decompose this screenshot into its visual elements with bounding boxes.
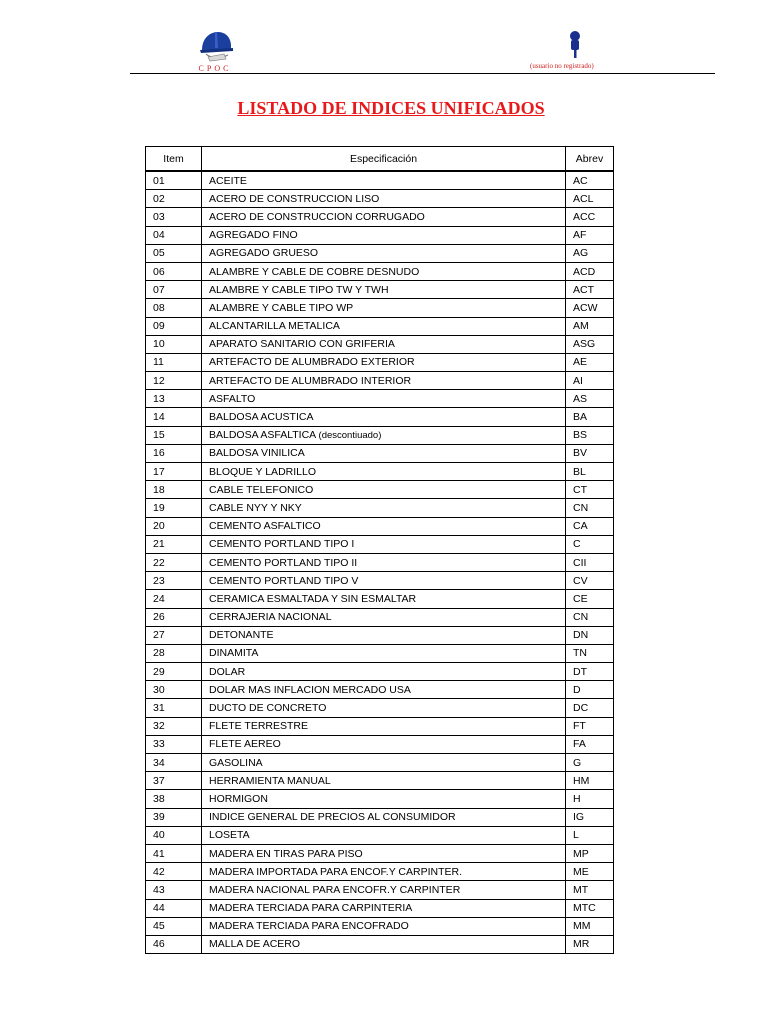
item-cell: 24	[146, 590, 202, 608]
spec-text: MADERA TERCIADA PARA CARPINTERIA	[209, 902, 413, 915]
spec-cell	[202, 881, 566, 899]
item-cell: 33	[146, 735, 202, 753]
abrev-cell: BL	[566, 463, 614, 481]
item-cell: 23	[146, 572, 202, 590]
table-row	[146, 699, 614, 717]
spec-cell	[202, 863, 566, 881]
table-row	[146, 863, 614, 881]
user-status-text: (usuario no registrado)	[530, 62, 594, 70]
spec-text: MADERA TERCIADA PARA ENCOFRADO	[209, 920, 409, 933]
abrev-cell: ASG	[566, 335, 614, 353]
item-cell: 15	[146, 426, 202, 444]
spec-text: ALCANTARILLA METALICA	[209, 320, 340, 333]
table-row	[146, 899, 614, 917]
abrev-cell: ME	[566, 863, 614, 881]
item-cell: 28	[146, 644, 202, 662]
table-row	[146, 572, 614, 590]
item-cell: 08	[146, 299, 202, 317]
table-body	[146, 171, 614, 954]
spec-cell	[202, 681, 566, 699]
item-cell: 44	[146, 899, 202, 917]
spec-text: MADERA IMPORTADA PARA ENCOF.Y CARPINTER.	[209, 865, 463, 878]
spec-text: ALAMBRE Y CABLE DE COBRE DESNUDO	[209, 265, 420, 278]
spec-text: AGREGADO GRUESO	[209, 247, 319, 260]
spec-cell	[202, 935, 566, 953]
table-row	[146, 390, 614, 408]
spec-text: HERRAMIENTA MANUAL	[209, 774, 331, 787]
spec-cell	[202, 899, 566, 917]
abrev-cell: FA	[566, 735, 614, 753]
table-row	[146, 299, 614, 317]
item-cell: 21	[146, 535, 202, 553]
spec-cell	[202, 190, 566, 208]
spec-text: AGREGADO FINO	[209, 229, 298, 242]
spec-cell	[202, 917, 566, 935]
table-row	[146, 481, 614, 499]
table-row	[146, 335, 614, 353]
item-cell: 27	[146, 626, 202, 644]
table-header-row	[146, 147, 614, 172]
spec-text: DOLAR	[209, 665, 246, 678]
spec-cell	[202, 390, 566, 408]
item-cell: 26	[146, 608, 202, 626]
user-icon	[568, 30, 582, 60]
abrev-cell: BA	[566, 408, 614, 426]
item-cell: 02	[146, 190, 202, 208]
abrev-cell: CN	[566, 608, 614, 626]
abrev-cell: CE	[566, 590, 614, 608]
table-row	[146, 190, 614, 208]
page-title: LISTADO DE INDICES UNIFICADOS	[237, 98, 545, 118]
spec-text: BALDOSA ASFALTICA	[209, 428, 316, 441]
item-cell: 31	[146, 699, 202, 717]
abrev-cell: AI	[566, 372, 614, 390]
item-cell: 04	[146, 226, 202, 244]
spec-cell	[202, 790, 566, 808]
table-row	[146, 553, 614, 571]
abrev-cell: ACC	[566, 208, 614, 226]
table-row	[146, 517, 614, 535]
spec-cell	[202, 262, 566, 280]
spec-cell	[202, 826, 566, 844]
abrev-cell: BS	[566, 426, 614, 444]
abrev-cell: AG	[566, 244, 614, 262]
spec-text: ACERO DE CONSTRUCCION LISO	[209, 192, 380, 205]
table-row	[146, 372, 614, 390]
hard-hat-icon	[198, 28, 234, 62]
abrev-cell: DN	[566, 626, 614, 644]
column-header-abrev: Abrev	[566, 147, 614, 172]
abrev-cell: D	[566, 681, 614, 699]
table-row	[146, 317, 614, 335]
spec-text: CEMENTO PORTLAND TIPO II	[209, 556, 358, 569]
spec-text: ACERO DE CONSTRUCCION CORRUGADO	[209, 210, 425, 223]
spec-cell	[202, 372, 566, 390]
spec-cell	[202, 663, 566, 681]
table-row	[146, 754, 614, 772]
spec-text: ACEITE	[209, 174, 247, 187]
table-row	[146, 226, 614, 244]
spec-cell	[202, 699, 566, 717]
item-cell: 41	[146, 844, 202, 862]
table-row	[146, 681, 614, 699]
spec-text: FLETE TERRESTRE	[209, 720, 308, 733]
table-row	[146, 826, 614, 844]
item-cell: 13	[146, 390, 202, 408]
spec-text: INDICE GENERAL DE PRECIOS AL CONSUMIDOR	[209, 811, 456, 824]
spec-text: DINAMITA	[209, 647, 259, 660]
table-row	[146, 717, 614, 735]
abrev-cell: AF	[566, 226, 614, 244]
spec-cell	[202, 517, 566, 535]
item-cell: 43	[146, 881, 202, 899]
spec-cell	[202, 317, 566, 335]
spec-note: (descontiuado)	[318, 429, 382, 441]
abrev-cell: CV	[566, 572, 614, 590]
table-row	[146, 426, 614, 444]
item-cell: 16	[146, 444, 202, 462]
spec-text: DOLAR MAS INFLACION MERCADO USA	[209, 683, 411, 696]
spec-text: BLOQUE Y LADRILLO	[209, 465, 316, 478]
indices-table	[145, 146, 614, 954]
spec-cell	[202, 335, 566, 353]
item-cell: 45	[146, 917, 202, 935]
spec-text: ALAMBRE Y CABLE TIPO WP	[209, 301, 354, 314]
spec-cell	[202, 463, 566, 481]
item-cell: 01	[146, 171, 202, 190]
item-cell: 20	[146, 517, 202, 535]
table-row	[146, 353, 614, 371]
abrev-cell: FT	[566, 717, 614, 735]
item-cell: 40	[146, 826, 202, 844]
table-row	[146, 917, 614, 935]
abrev-cell: MM	[566, 917, 614, 935]
spec-cell	[202, 717, 566, 735]
table-row	[146, 499, 614, 517]
abrev-cell: BV	[566, 444, 614, 462]
spec-cell	[202, 426, 566, 444]
table-row	[146, 535, 614, 553]
spec-text: HORMIGON	[209, 792, 268, 805]
table-row	[146, 408, 614, 426]
item-cell: 06	[146, 262, 202, 280]
table-row	[146, 626, 614, 644]
logo-text: CPOC	[198, 64, 232, 73]
abrev-cell: IG	[566, 808, 614, 826]
item-cell: 14	[146, 408, 202, 426]
table-row	[146, 208, 614, 226]
spec-cell	[202, 244, 566, 262]
table-row	[146, 663, 614, 681]
abrev-cell: AE	[566, 353, 614, 371]
table-row	[146, 808, 614, 826]
table-row	[146, 590, 614, 608]
spec-cell	[202, 499, 566, 517]
table-row	[146, 463, 614, 481]
abrev-cell: CT	[566, 481, 614, 499]
spec-cell	[202, 644, 566, 662]
abrev-cell: AM	[566, 317, 614, 335]
item-cell: 46	[146, 935, 202, 953]
item-cell: 18	[146, 481, 202, 499]
abrev-cell: CA	[566, 517, 614, 535]
spec-cell	[202, 535, 566, 553]
spec-cell	[202, 590, 566, 608]
table-row	[146, 171, 614, 190]
spec-text: LOSETA	[209, 829, 250, 842]
spec-cell	[202, 226, 566, 244]
table-row	[146, 281, 614, 299]
abrev-cell: DT	[566, 663, 614, 681]
item-cell: 32	[146, 717, 202, 735]
spec-cell	[202, 353, 566, 371]
table-row	[146, 772, 614, 790]
cpoc-logo	[190, 28, 240, 76]
item-cell: 30	[146, 681, 202, 699]
spec-text: ALAMBRE Y CABLE TIPO TW Y TWH	[209, 283, 389, 296]
item-cell: 03	[146, 208, 202, 226]
table-row	[146, 790, 614, 808]
spec-cell	[202, 408, 566, 426]
table-row	[146, 608, 614, 626]
spec-cell	[202, 608, 566, 626]
spec-text: CABLE TELEFONICO	[209, 483, 314, 496]
spec-text: GASOLINA	[209, 756, 263, 769]
abrev-cell: MTC	[566, 899, 614, 917]
item-cell: 10	[146, 335, 202, 353]
item-cell: 37	[146, 772, 202, 790]
spec-cell	[202, 281, 566, 299]
table-row	[146, 444, 614, 462]
spec-cell	[202, 553, 566, 571]
spec-text: CABLE NYY Y NKY	[209, 501, 302, 514]
spec-text: APARATO SANITARIO CON GRIFERIA	[209, 338, 395, 351]
abrev-cell: CN	[566, 499, 614, 517]
item-cell: 11	[146, 353, 202, 371]
abrev-cell: C	[566, 535, 614, 553]
item-cell: 34	[146, 754, 202, 772]
spec-cell	[202, 772, 566, 790]
item-cell: 09	[146, 317, 202, 335]
column-header-spec: Especificación	[202, 147, 566, 172]
table-row	[146, 935, 614, 953]
table-row	[146, 244, 614, 262]
item-cell: 17	[146, 463, 202, 481]
item-cell: 19	[146, 499, 202, 517]
abrev-cell: HM	[566, 772, 614, 790]
spec-text: FLETE AEREO	[209, 738, 281, 751]
spec-text: CERRAJERIA NACIONAL	[209, 611, 332, 624]
spec-cell	[202, 808, 566, 826]
spec-text: MADERA NACIONAL PARA ENCOFR.Y CARPINTER	[209, 883, 461, 896]
spec-cell	[202, 572, 566, 590]
spec-text: CEMENTO ASFALTICO	[209, 520, 321, 533]
spec-text: CERAMICA ESMALTADA Y SIN ESMALTAR	[209, 592, 417, 605]
spec-cell	[202, 735, 566, 753]
table-row	[146, 262, 614, 280]
spec-text: ASFALTO	[209, 392, 256, 405]
item-cell: 29	[146, 663, 202, 681]
abrev-cell: ACT	[566, 281, 614, 299]
spec-text: ARTEFACTO DE ALUMBRADO INTERIOR	[209, 374, 412, 387]
abrev-cell: MT	[566, 881, 614, 899]
abrev-cell: CII	[566, 553, 614, 571]
spec-text: CEMENTO PORTLAND TIPO V	[209, 574, 359, 587]
spec-cell	[202, 444, 566, 462]
spec-cell	[202, 171, 566, 190]
spec-text: CEMENTO PORTLAND TIPO I	[209, 538, 355, 551]
item-cell: 12	[146, 372, 202, 390]
abrev-cell: AS	[566, 390, 614, 408]
column-header-item: Item	[146, 147, 202, 172]
abrev-cell: TN	[566, 644, 614, 662]
abrev-cell: G	[566, 754, 614, 772]
abrev-cell: DC	[566, 699, 614, 717]
abrev-cell: ACL	[566, 190, 614, 208]
abrev-cell: MR	[566, 935, 614, 953]
item-cell: 07	[146, 281, 202, 299]
table-row	[146, 644, 614, 662]
item-cell: 38	[146, 790, 202, 808]
abrev-cell: ACD	[566, 262, 614, 280]
spec-text: DETONANTE	[209, 629, 274, 642]
item-cell: 05	[146, 244, 202, 262]
spec-cell	[202, 299, 566, 317]
header-divider	[130, 73, 715, 74]
abrev-cell: ACW	[566, 299, 614, 317]
spec-text: BALDOSA ACUSTICA	[209, 411, 314, 424]
spec-text: DUCTO DE CONCRETO	[209, 702, 327, 715]
spec-cell	[202, 626, 566, 644]
table-row	[146, 735, 614, 753]
spec-cell	[202, 754, 566, 772]
spec-text: MALLA DE ACERO	[209, 938, 301, 951]
table-row	[146, 844, 614, 862]
spec-cell	[202, 208, 566, 226]
abrev-cell: L	[566, 826, 614, 844]
item-cell: 22	[146, 553, 202, 571]
spec-text: ARTEFACTO DE ALUMBRADO EXTERIOR	[209, 356, 415, 369]
spec-text: MADERA EN TIRAS PARA PISO	[209, 847, 363, 860]
table-row	[146, 881, 614, 899]
spec-cell	[202, 481, 566, 499]
item-cell: 42	[146, 863, 202, 881]
spec-text: BALDOSA VINILICA	[209, 447, 305, 460]
item-cell: 39	[146, 808, 202, 826]
spec-cell	[202, 844, 566, 862]
abrev-cell: H	[566, 790, 614, 808]
abrev-cell: AC	[566, 171, 614, 190]
abrev-cell: MP	[566, 844, 614, 862]
